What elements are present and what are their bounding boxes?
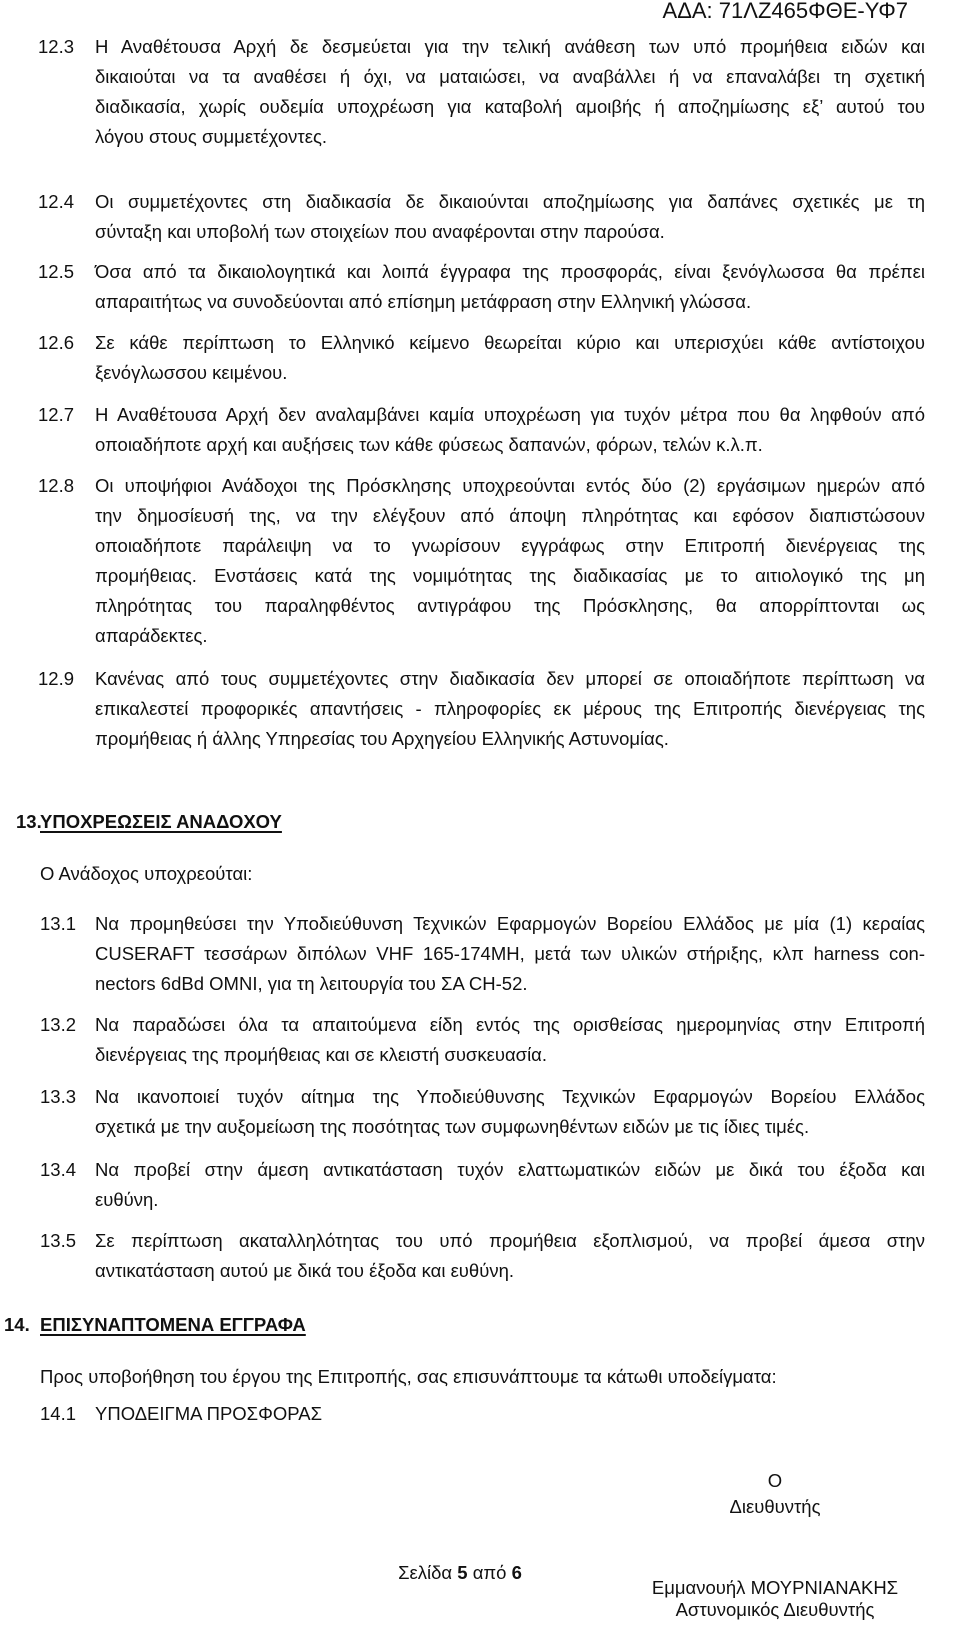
clause-number: 12.8 xyxy=(38,475,75,496)
clause-number: 13.1 xyxy=(40,913,77,934)
section-title: ΕΠΙΣΥΝΑΠΤΟΜΕΝΑ ΕΓΓΡΑΦΑ xyxy=(40,1314,306,1335)
clause-line: Να προβεί στην άμεση αντικατάσταση τυχόν ελαττωματικών ειδών με δικά του έξοδα και xyxy=(95,1159,925,1180)
clause-line: CUSERAFT τεσσάρων διπόλων VHF 165-174MH, μετά των υλικών στήριξης, κλπ harness con- xyxy=(95,943,925,964)
clause-line: σύνταξη και υποβολή των στοιχείων που αναφέρονται στην παρούσα. xyxy=(95,221,665,242)
document-ada-code: ΑΔΑ: 71ΛΖ465ΦΘΕ-ΥΦ7 xyxy=(662,0,908,23)
clause-text xyxy=(95,32,925,152)
clause-line: Σε περίπτωση ακαταλληλότητας του υπό προμήθεια εξοπλισμού, να προβεί άμεσα στην xyxy=(95,1230,925,1251)
page-current: 5 xyxy=(457,1562,468,1583)
clause-line: διαδικασία, χωρίς ουδεμία υποχρέωση για καταβολή αμοιβής ή αποζημίωσης εξ’ αυτού του xyxy=(95,96,925,117)
clause-line: ευθύνη. xyxy=(95,1189,159,1210)
clause-line: προμήθειας ή άλλης Υπηρεσίας του Αρχηγείου Ελληνικής Αστυνομίας. xyxy=(95,728,669,749)
signatory-name: Εμμανουήλ ΜΟΥΡΝΙΑΝΑΚΗΣ xyxy=(651,1577,899,1598)
signature-role: Διευθυντής xyxy=(729,1496,821,1517)
clause-number: 13.4 xyxy=(40,1159,77,1180)
signatory-rank: Αστυνομικός Διευθυντής xyxy=(675,1599,875,1620)
clause-text xyxy=(95,400,925,460)
page-number xyxy=(360,1558,560,1588)
clause-12-4 xyxy=(0,187,960,247)
section-number: 14. xyxy=(4,1314,30,1335)
clause-12-3 xyxy=(0,32,960,152)
clause-text xyxy=(95,1082,925,1142)
clause-line: πληρότητας του παραληφθέντος αντιγράφου της Πρόσκλησης, θα απορρίπτονται ως xyxy=(95,595,925,616)
section-14-heading xyxy=(0,1310,960,1340)
clause-line: αντικατάσταση αυτού με δικά του έξοδα και ευθύνη. xyxy=(95,1260,515,1281)
clause-line: Οι υποψήφιοι Ανάδοχοι της Πρόσκλησης υποχρεούνται εντός δύο (2) εργάσιμων ημερών από xyxy=(95,475,925,496)
clause-12-5 xyxy=(0,257,960,317)
clause-line: Να ικανοποιεί τυχόν αίτημα της Υποδιεύθυνσης Τεχνικών Εφαρμογών Βορείου Ελλάδος xyxy=(95,1086,925,1107)
clause-number: 13.5 xyxy=(40,1230,77,1251)
section-13-intro: Ο Ανάδοχος υποχρεούται: xyxy=(40,863,253,884)
clause-line: Κανένας από τους συμμετέχοντες στην διαδικασία δεν μπορεί σε οποιαδήποτε περίπτωση να xyxy=(95,668,925,689)
clause-12-7 xyxy=(0,400,960,460)
clause-text xyxy=(95,1010,925,1070)
clause-text xyxy=(95,471,925,651)
clause-line: προμήθειας. Ενστάσεις κατά της νομιμότητας της διαδικασίας με το αιτιολογικό της μη xyxy=(95,565,925,586)
clause-line: Σε κάθε περίπτωση το Ελληνικό κείμενο θεωρείται κύριο και υπερισχύει κάθε αντίστοιχου xyxy=(95,332,925,353)
attachment-title: ΥΠΟΔΕΙΓΜΑ ΠΡΟΣΦΟΡΑΣ xyxy=(95,1403,323,1424)
clause-line: Να προμηθεύσει την Υποδιεύθυνση Τεχνικών Εφαρμογών Βορείου Ελλάδος με μία (1) κεραίας xyxy=(95,913,925,934)
clause-text xyxy=(95,328,925,388)
clause-line: nectors 6dBd OMNI, για τη λειτουργία του ΣΑ CH-52. xyxy=(95,973,528,994)
attachment-item-14-1 xyxy=(0,1399,960,1429)
clause-line: Οι συμμετέχοντες στη διαδικασία δε δικαιούνται αποζημίωσης για δαπάνες σχετικές με τη xyxy=(95,191,925,212)
clause-number: 12.7 xyxy=(38,404,75,425)
page-label: Σελίδα xyxy=(398,1562,453,1583)
clause-12-9 xyxy=(0,664,960,754)
clause-13-1 xyxy=(0,909,960,999)
clause-line: δικαιούται να τα αναθέσει ή όχι, να ματαιώσει, να αναβάλλει ή να επαναλάβει τη σχετική xyxy=(95,66,925,87)
clause-13-3 xyxy=(0,1082,960,1142)
clause-12-8 xyxy=(0,471,960,651)
clause-text xyxy=(95,909,925,999)
clause-number: 13.3 xyxy=(40,1086,77,1107)
clause-line: διενέργειας της προμήθειας και σε κλειστή συσκευασία. xyxy=(95,1044,548,1065)
clause-line: απαράδεκτες. xyxy=(95,625,208,646)
attachment-number: 14.1 xyxy=(40,1403,77,1424)
clause-number: 12.4 xyxy=(38,191,75,212)
clause-line: Η Αναθέτουσα Αρχή δεν αναλαμβάνει καμία υποχρέωση για τυχόν μέτρα που θα ληφθούν από xyxy=(95,404,925,425)
clause-line: επικαλεστεί προφορικές απαντήσεις - πληροφορίες εκ μέρους της Επιτροπής διενέργειας της xyxy=(95,698,925,719)
clause-12-6 xyxy=(0,328,960,388)
section-title: ΥΠΟΧΡΕΩΣΕΙΣ ΑΝΑΔΟΧΟΥ xyxy=(40,811,282,832)
clause-13-2 xyxy=(0,1010,960,1070)
clause-line: ξενόγλωσσου κειμένου. xyxy=(95,362,288,383)
clause-number: 12.9 xyxy=(38,668,75,689)
page-total: 6 xyxy=(511,1562,522,1583)
clause-text xyxy=(95,257,925,317)
clause-line: την δημοσίευσή της, να την ελέγξουν από άποψη πληρότητας και εφόσον διαπιστώσουν xyxy=(95,505,925,526)
section-14-intro: Προς υποβοήθηση του έργου της Επιτροπής, σας επισυνάπτουμε τα κάτωθι υποδείγματα: xyxy=(40,1366,777,1387)
signature-article: Ο xyxy=(767,1470,783,1491)
clause-line: Όσα από τα δικαιολογητικά και λοιπά έγγραφα της προσφοράς, είναι ξενόγλωσσα θα πρέπει xyxy=(95,261,925,282)
clause-13-4 xyxy=(0,1155,960,1215)
clause-text xyxy=(95,1155,925,1215)
clause-13-5 xyxy=(0,1226,960,1286)
clause-line: λόγου στους συμμετέχοντες. xyxy=(95,126,327,147)
section-number: 13. xyxy=(16,811,42,832)
clause-line: Να παραδώσει όλα τα απαιτούμενα είδη εντός της ορισθείσας ημερομηνίας στην Επιτροπή xyxy=(95,1014,925,1035)
page-of: από xyxy=(472,1562,507,1583)
clause-number: 12.3 xyxy=(38,36,75,57)
clause-number: 13.2 xyxy=(40,1014,77,1035)
clause-text xyxy=(95,1226,925,1286)
clause-number: 12.5 xyxy=(38,261,75,282)
section-13-heading xyxy=(0,807,960,837)
clause-text xyxy=(95,187,925,247)
clause-line: οποιαδήποτε αρχή και αυξήσεις των κάθε φύσεως δαπανών, φόρων, τελών κ.λ.π. xyxy=(95,434,763,455)
clause-line: οποιαδήποτε παράλειψη να το γνωρίσουν εγγράφως στην Επιτροπή διενέργειας της xyxy=(95,535,925,556)
clause-text xyxy=(95,664,925,754)
clause-line: Η Αναθέτουσα Αρχή δε δεσμεύεται για την τελική ανάθεση των υπό προμήθεια ειδών και xyxy=(95,36,925,57)
clause-line: σχετικά με την αυξομείωση της ποσότητας των συμφωνηθέντων ειδών με τις ίδιες τιμές. xyxy=(95,1116,810,1137)
clause-number: 12.6 xyxy=(38,332,75,353)
clause-line: απαραιτήτως να συνοδεύονται από επίσημη μετάφραση στην Ελληνική γλώσσα. xyxy=(95,291,752,312)
